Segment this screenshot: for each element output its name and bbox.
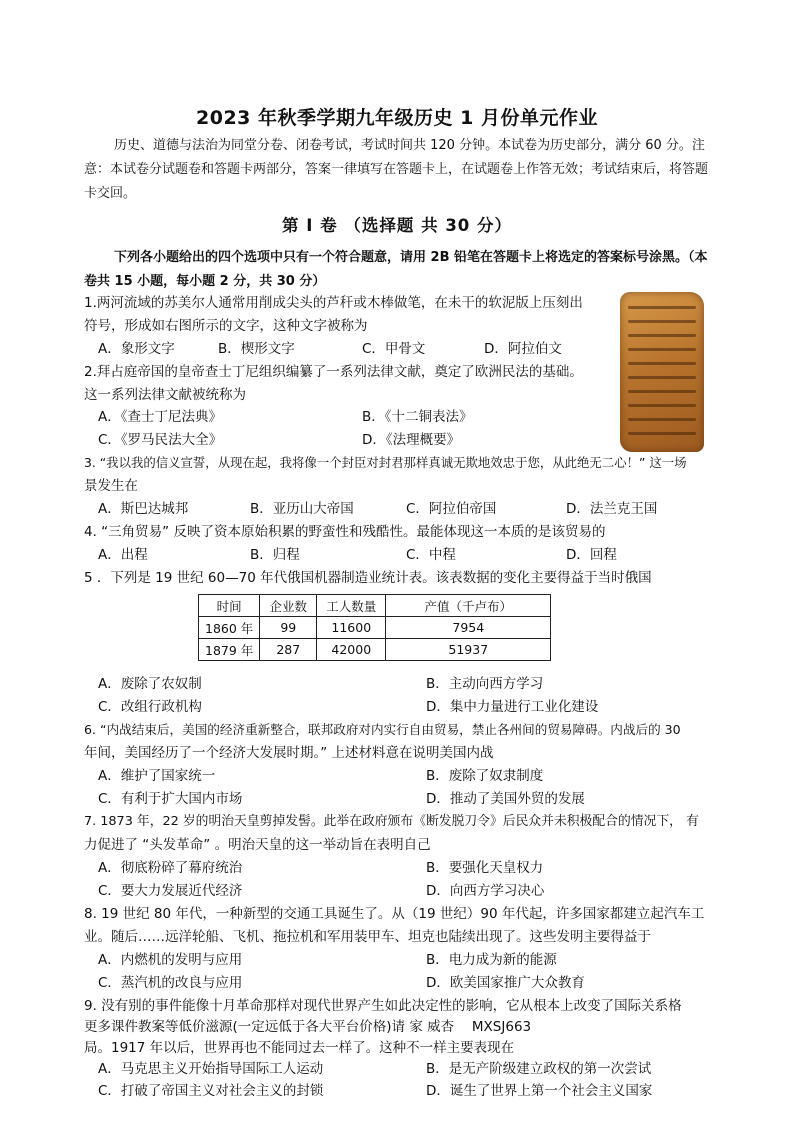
q5-option-d: D．集中力量进行工业化建设 <box>426 699 599 715</box>
question-8-line-2: 业。随后……远洋轮船、飞机、拖拉机和军用装甲车、坦克也陆续出现了。这些发明主要得益于 <box>84 929 651 945</box>
q9-option-d: D．诞生了世界上第一个社会主义国家 <box>426 1083 653 1099</box>
q6-option-a: A．维护了国家统一 <box>98 768 216 784</box>
q6-option-b: B．废除了奴隶制度 <box>426 768 544 784</box>
table-cell: 7954 <box>386 617 551 639</box>
exam-instructions: 历史、道德与法治为同堂分卷、闭卷考试，考试时间共 120 分钟。本试卷为历史部分，满分 60 分。注意：本试卷分试题卷和答题卡两部分，答案一律填写在答题卡上，在试题卷上作答无效；考试结束后，将答题卡交回。 <box>84 138 709 201</box>
question-8-line-1: 8. 19 世纪 80 年代，一种新型的交通工具诞生了。从（19 世纪）90 年代起，许多国家都建立起汽车工 <box>84 906 705 922</box>
q5-option-c: C．改组行政机构 <box>98 699 202 715</box>
table-header-row <box>199 595 551 617</box>
q4-option-a: A．出程 <box>98 547 148 563</box>
q2-option-d: D．《法理概要》 <box>362 432 461 448</box>
question-5-line-1: 5 ．下列是 19 世纪 60—70 年代俄国机器制造业统计表。该表数据的变化主要得益于当时俄国 <box>84 570 652 586</box>
table-row <box>199 617 551 639</box>
q2-option-a: A．《查士丁尼法典》 <box>98 409 222 425</box>
q4-option-c: C．中程 <box>406 547 456 563</box>
q1-option-d: D．阿拉伯文 <box>484 341 562 357</box>
question-7-line-2: 力促进了 “头发革命” 。明治天皇的这一举动旨在表明自己 <box>84 837 431 853</box>
q4-option-b: B．归程 <box>250 547 300 563</box>
question-3-line-1: 3. “我以我的信义宣誓，从现在起，我将像一个封臣对封君那样真诚无欺地效忠于您，从此绝无二心！” 这一场 <box>84 455 687 470</box>
q2-option-c: C．《罗马民法大全》 <box>98 432 223 448</box>
table-row <box>199 639 551 661</box>
question-2-line-2: 这一系列法律文献被统称为 <box>84 387 246 403</box>
q8-option-b: B．电力成为新的能源 <box>426 952 557 968</box>
question-3-line-2: 景发生在 <box>84 478 138 494</box>
section-title: 第 Ⅰ 卷 （选择题 共 30 分） <box>281 216 513 235</box>
q9-option-b: B．是无产阶级建立政权的第一次尝试 <box>426 1061 652 1077</box>
q6-option-c: C．有利于扩大国内市场 <box>98 791 243 807</box>
table-cell: 99 <box>260 617 317 639</box>
q6-option-d: D．推动了美国外贸的发展 <box>426 791 585 807</box>
q3-option-c: C．阿拉伯帝国 <box>406 501 497 517</box>
table-cell: 287 <box>260 639 317 661</box>
q8-option-d: D．欧美国家推广大众教育 <box>426 975 585 991</box>
q9-option-a: A．马克思主义开始指导国际工人运动 <box>98 1061 324 1077</box>
exam-title: 2023 年秋季学期九年级历史 1 月份单元作业 <box>196 107 598 129</box>
q3-option-a: A．斯巴达城邦 <box>98 501 189 517</box>
question-1-line-2: 符号，形成如右图所示的文字，这种文字被称为 <box>84 318 368 334</box>
q3-option-b: B．亚历山大帝国 <box>250 501 354 517</box>
q4-option-d: D．回程 <box>566 547 617 563</box>
table-cell: 42000 <box>317 639 386 661</box>
q7-option-c: C．要大力发展近代经济 <box>98 883 243 899</box>
q8-option-a: A．内燃机的发明与应用 <box>98 952 243 968</box>
q7-option-d: D．向西方学习决心 <box>426 883 545 899</box>
table-cell: 1879 年 <box>199 639 260 661</box>
table-header-cell: 工人数量 <box>317 595 386 617</box>
table-cell: 51937 <box>386 639 551 661</box>
question-6-line-1: 6. “内战结束后，美国的经济重新整合，联邦政府对内实行自由贸易，禁止各州间的贸易障碍。内战后的 30 <box>84 722 681 737</box>
question-2-line-1: 2.拜占庭帝国的皇帝查士丁尼组织编纂了一系列法律文献，奠定了欧洲民法的基础。 <box>84 364 583 380</box>
table-header-cell: 产值（千卢布） <box>386 595 551 617</box>
question-9-line-2: 局。1917 年以后，世界再也不能同过去一样了。这种不一样主要表现在 <box>84 1040 515 1056</box>
table-header-cell: 企业数 <box>260 595 317 617</box>
table-cell: 1860 年 <box>199 617 260 639</box>
q8-option-c: C．蒸汽机的改良与应用 <box>98 975 243 991</box>
table-header-cell: 时间 <box>199 595 260 617</box>
question-9-line-1: 9. 没有别的事件能像十月革命那样对现代世界产生如此决定性的影响，它从根本上改变了国际关系格 <box>84 998 682 1014</box>
question-1-line-1: 1.两河流域的苏美尔人通常用削成尖头的芦秆或木棒做笔，在未干的软泥版上压刻出 <box>84 295 583 311</box>
q7-option-b: B．要强化天皇权力 <box>426 860 544 876</box>
question-4-line-1: 4. “三角贸易” 反映了资本原始积累的野蛮性和残酷性。最能体现这一本质的是该贸易的 <box>84 524 606 540</box>
q5-option-a: A．废除了农奴制 <box>98 676 202 692</box>
cuneiform-tablet-image <box>620 292 704 452</box>
q1-option-b: B．楔形文字 <box>218 341 295 357</box>
q3-option-d: D．法兰克王国 <box>566 501 658 517</box>
question-6-line-2: 年间，美国经历了一个经济大发展时期。” 上述材料意在说明美国内战 <box>84 745 494 761</box>
q2-option-b: B．《十二铜表法》 <box>362 409 473 425</box>
q1-option-a: A．象形文字 <box>98 341 175 357</box>
q7-option-a: A．彻底粉碎了幕府统治 <box>98 860 243 876</box>
q1-option-c: C．甲骨文 <box>362 341 426 357</box>
question-7-line-1: 7. 1873 年，22 岁的明治天皇剪掉发髻。此举在政府颁布《断发脱刀令》后民众并未积极配合的情况下， 有 <box>84 814 699 829</box>
section-instructions: 下列各小题给出的四个选项中只有一个符合题意，请用 2B 铅笔在答题卡上将选定的答案标号涂黑。（本卷共 15 小题，每小题 2 分，共 30 分） <box>84 250 708 289</box>
statistics-table <box>198 594 551 661</box>
q9-option-c: C．打破了帝国主义对社会主义的封锁 <box>98 1083 324 1099</box>
watermark-line: 更多课件教案等低价滋源(一定远低于各大平台价格)请 家 威杏 MXSJ663 <box>84 1019 532 1035</box>
table-cell: 11600 <box>317 617 386 639</box>
q5-option-b: B．主动向西方学习 <box>426 676 544 692</box>
